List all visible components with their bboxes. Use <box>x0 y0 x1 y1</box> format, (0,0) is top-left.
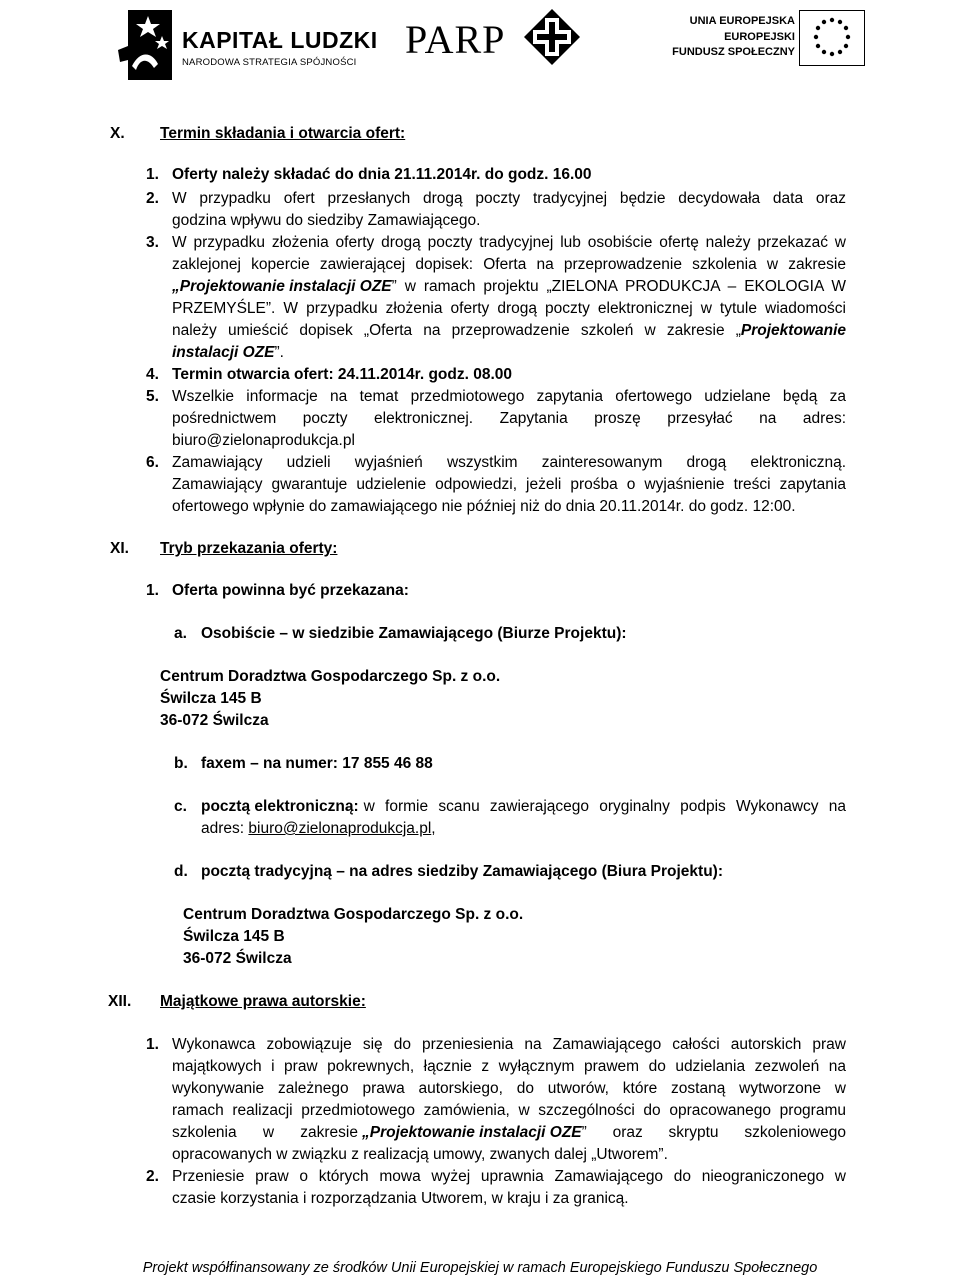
xi-item-c-line1 <box>201 796 846 818</box>
xi-item-1-number: 1. <box>146 582 159 599</box>
x-item-4-text: Termin otwarcia ofert: 24.11.2014r. godz. 08.00 <box>172 366 513 383</box>
x-item-3-number: 3. <box>146 234 159 251</box>
kapital-ludzki-subtitle: NARODOWA STRATEGIA SPÓJNOŚCI <box>182 57 357 68</box>
x-item-1-number: 1. <box>146 166 159 183</box>
xii-item-1-line6: opracowanych w związku z realizacją umowy, zwanych dalej „Utworem”. <box>172 1146 668 1163</box>
xi-item-c-email-link[interactable]: biuro@zielonaprodukcja.pl <box>248 820 432 837</box>
xi-item-d-text: pocztą tradycyjną – na adres siedziby Zamawiającego (Biura Projektu): <box>201 863 724 880</box>
xi-address-2-line1: Centrum Doradztwa Gospodarczego Sp. z o.o. <box>183 906 524 923</box>
xi-item-d-letter: d. <box>174 863 188 880</box>
xi-item-b-letter: b. <box>174 755 188 772</box>
xi-address-1-line1: Centrum Doradztwa Gospodarczego Sp. z o.o. <box>160 668 501 685</box>
page-footer: Projekt współfinansowany ze środków Unii Europejskiej w ramach Europejskiego Funduszu Społecznego <box>142 1260 818 1276</box>
kapital-ludzki-emblem-icon <box>118 6 180 84</box>
eu-label-line3: FUNDUSZ SPOŁECZNY <box>672 46 795 58</box>
eu-efs-logo <box>660 8 865 70</box>
xi-item-c-line2-end: , <box>431 820 436 837</box>
eu-label-line1: UNIA EUROPEJSKA <box>689 15 795 27</box>
x-item-3-line3-rest: ” w ramach projektu „ZIELONA PRODUKCJA – EKOLOGIA W <box>391 278 846 295</box>
parp-wordmark: PARP <box>405 17 506 62</box>
xi-item-a-letter: a. <box>174 625 187 642</box>
x-item-3-line3 <box>172 276 846 298</box>
eu-label-line2: EUROPEJSKI <box>724 31 795 43</box>
xii-item-2-number: 2. <box>146 1168 159 1185</box>
x-item-5-line2: pośrednictwem poczty elektronicznej. Zapytania proszę przesyłać na adres: <box>172 410 846 427</box>
xi-item-1-text: Oferta powinna być przekazana: <box>172 582 409 599</box>
parp-logo <box>405 8 585 70</box>
x-item-3-line1: W przypadku złożenia oferty drogą poczty tradycyjnej lub osobiście ofertę należy przekazać w <box>172 234 846 251</box>
xii-item-1-line5-end: ” oraz skryptu szkoleniowego <box>581 1124 846 1141</box>
x-item-3-project-name: „Projektowanie instalacji OZE <box>172 278 392 295</box>
x-item-3-line6 <box>172 342 284 364</box>
xi-item-b-text: faxem – na numer: 17 855 46 88 <box>201 755 433 772</box>
page-header <box>0 0 960 95</box>
xi-address-1-line3: 36-072 Świlcza <box>160 712 269 729</box>
x-item-2-line2: godzina wpływu do siedziby Zamawiającego. <box>172 212 481 229</box>
x-item-5-email: biuro@zielonaprodukcja.pl <box>172 432 355 449</box>
x-item-2-line1: W przypadku ofert przesłanych drogą poczty tradycyjnej będzie decydowała data oraz <box>172 190 846 207</box>
xi-item-c-line2 <box>201 818 436 840</box>
x-item-6-line3: ofertowego wpłynie do zamawiającego nie później niż do dnia 20.11.2014r. do godz. 12:00. <box>172 498 796 515</box>
x-item-5-line1: Wszelkie informacje na temat przedmiotowego zapytania ofertowego udzielane będą za <box>172 388 846 405</box>
xii-item-2-line2: czasie korzystania i rozporządzania Utworem, w kraju i za granicą. <box>172 1190 629 1207</box>
xi-address-1-line2: Świlcza 145 B <box>160 690 262 707</box>
xi-item-c-letter: c. <box>174 798 187 815</box>
xii-item-1-line2: majątkowych i praw pokrewnych, łącznie z wyłącznym prawem do udzielania zezwoleń na <box>172 1058 846 1075</box>
x-item-3-line4: PRZEMYŚLE”. W przypadku złożenia oferty drogą poczty elektronicznej w tytule wiadomości <box>172 300 846 317</box>
x-item-6-line2: Zamawiający gwarantuje udzielenie odpowiedzi, jeżeli prośba o wyjaśnienie treści zapytania <box>172 476 846 493</box>
section-xii-title: Majątkowe prawa autorskie: <box>160 993 366 1010</box>
section-x-title: Termin składania i otwarcia ofert: <box>160 125 406 142</box>
xi-address-2-line2: Świlcza 145 B <box>183 928 285 945</box>
x-item-3-line6-italic: instalacji OZE <box>172 344 275 361</box>
x-item-3-line5 <box>172 320 846 342</box>
x-item-6-number: 6. <box>146 454 159 471</box>
section-xi-number: XI. <box>110 540 129 557</box>
xii-item-1-number: 1. <box>146 1036 159 1053</box>
eu-flag-icon <box>799 10 865 66</box>
section-x-number: X. <box>110 125 125 142</box>
xii-item-1-project-name: „Projektowanie instalacji OZE <box>362 1124 582 1141</box>
xi-item-c-label: pocztą elektroniczną: <box>201 798 359 815</box>
section-xi-title: Tryb przekazania oferty: <box>160 540 338 557</box>
x-item-2-number: 2. <box>146 190 159 207</box>
xii-item-1-line4: ramach realizacji przedmiotowego zamówienia, w szczególności do opracowanego programu <box>172 1102 846 1119</box>
x-item-3-line5-italic: Projektowanie <box>740 322 846 339</box>
x-item-6-line1: Zamawiający udzieli wyjaśnień wszystkim zainteresowanym drogą elektroniczną. <box>172 454 846 471</box>
xi-item-a-text: Osobiście – w siedzibie Zamawiającego (Biurze Projektu): <box>201 625 627 642</box>
kapital-ludzki-logo <box>118 6 378 84</box>
x-item-5-number: 5. <box>146 388 159 405</box>
xi-address-2-line3: 36-072 Świlcza <box>183 950 292 967</box>
x-item-3-line2: zaklejonej kopercie zawierającej dopisek: Oferta na przeprowadzenie szkolenia w zakresie <box>172 256 846 273</box>
xii-item-1-line3: wykonywanie zależnego prawa autorskiego, do utworów, które zostaną wytworzone w <box>172 1080 846 1097</box>
x-item-4-number: 4. <box>146 366 159 383</box>
kapital-ludzki-title: KAPITAŁ LUDZKI <box>182 27 378 53</box>
x-item-1-text: Oferty należy składać do dnia 21.11.2014r. do godz. 16.00 <box>172 166 592 183</box>
xi-item-c-text: w formie scanu zawierającego oryginalny podpis Wykonawcy na <box>363 798 846 815</box>
section-xii-number: XII. <box>108 993 132 1010</box>
xii-item-1-line1: Wykonawca zobowiązuje się do przeniesienia na Zamawiającego całości autorskich praw <box>172 1036 846 1053</box>
xi-item-c-address-label: adres: <box>201 820 249 837</box>
xii-item-1-line5-start: szkolenia w zakresie <box>172 1124 358 1141</box>
xii-item-1-line5 <box>172 1122 846 1144</box>
x-item-3-line6-end: ”. <box>274 344 284 361</box>
xii-item-2-line1: Przeniesie praw o których mowa wyżej uprawnia Zamawiającego do nieograniczonego w <box>172 1168 846 1185</box>
parp-emblem-icon <box>523 8 581 66</box>
x-item-3-line5-text: należy umieścić dopisek „Oferta na przeprowadzenie szkoleń w zakresie „ <box>172 322 741 339</box>
